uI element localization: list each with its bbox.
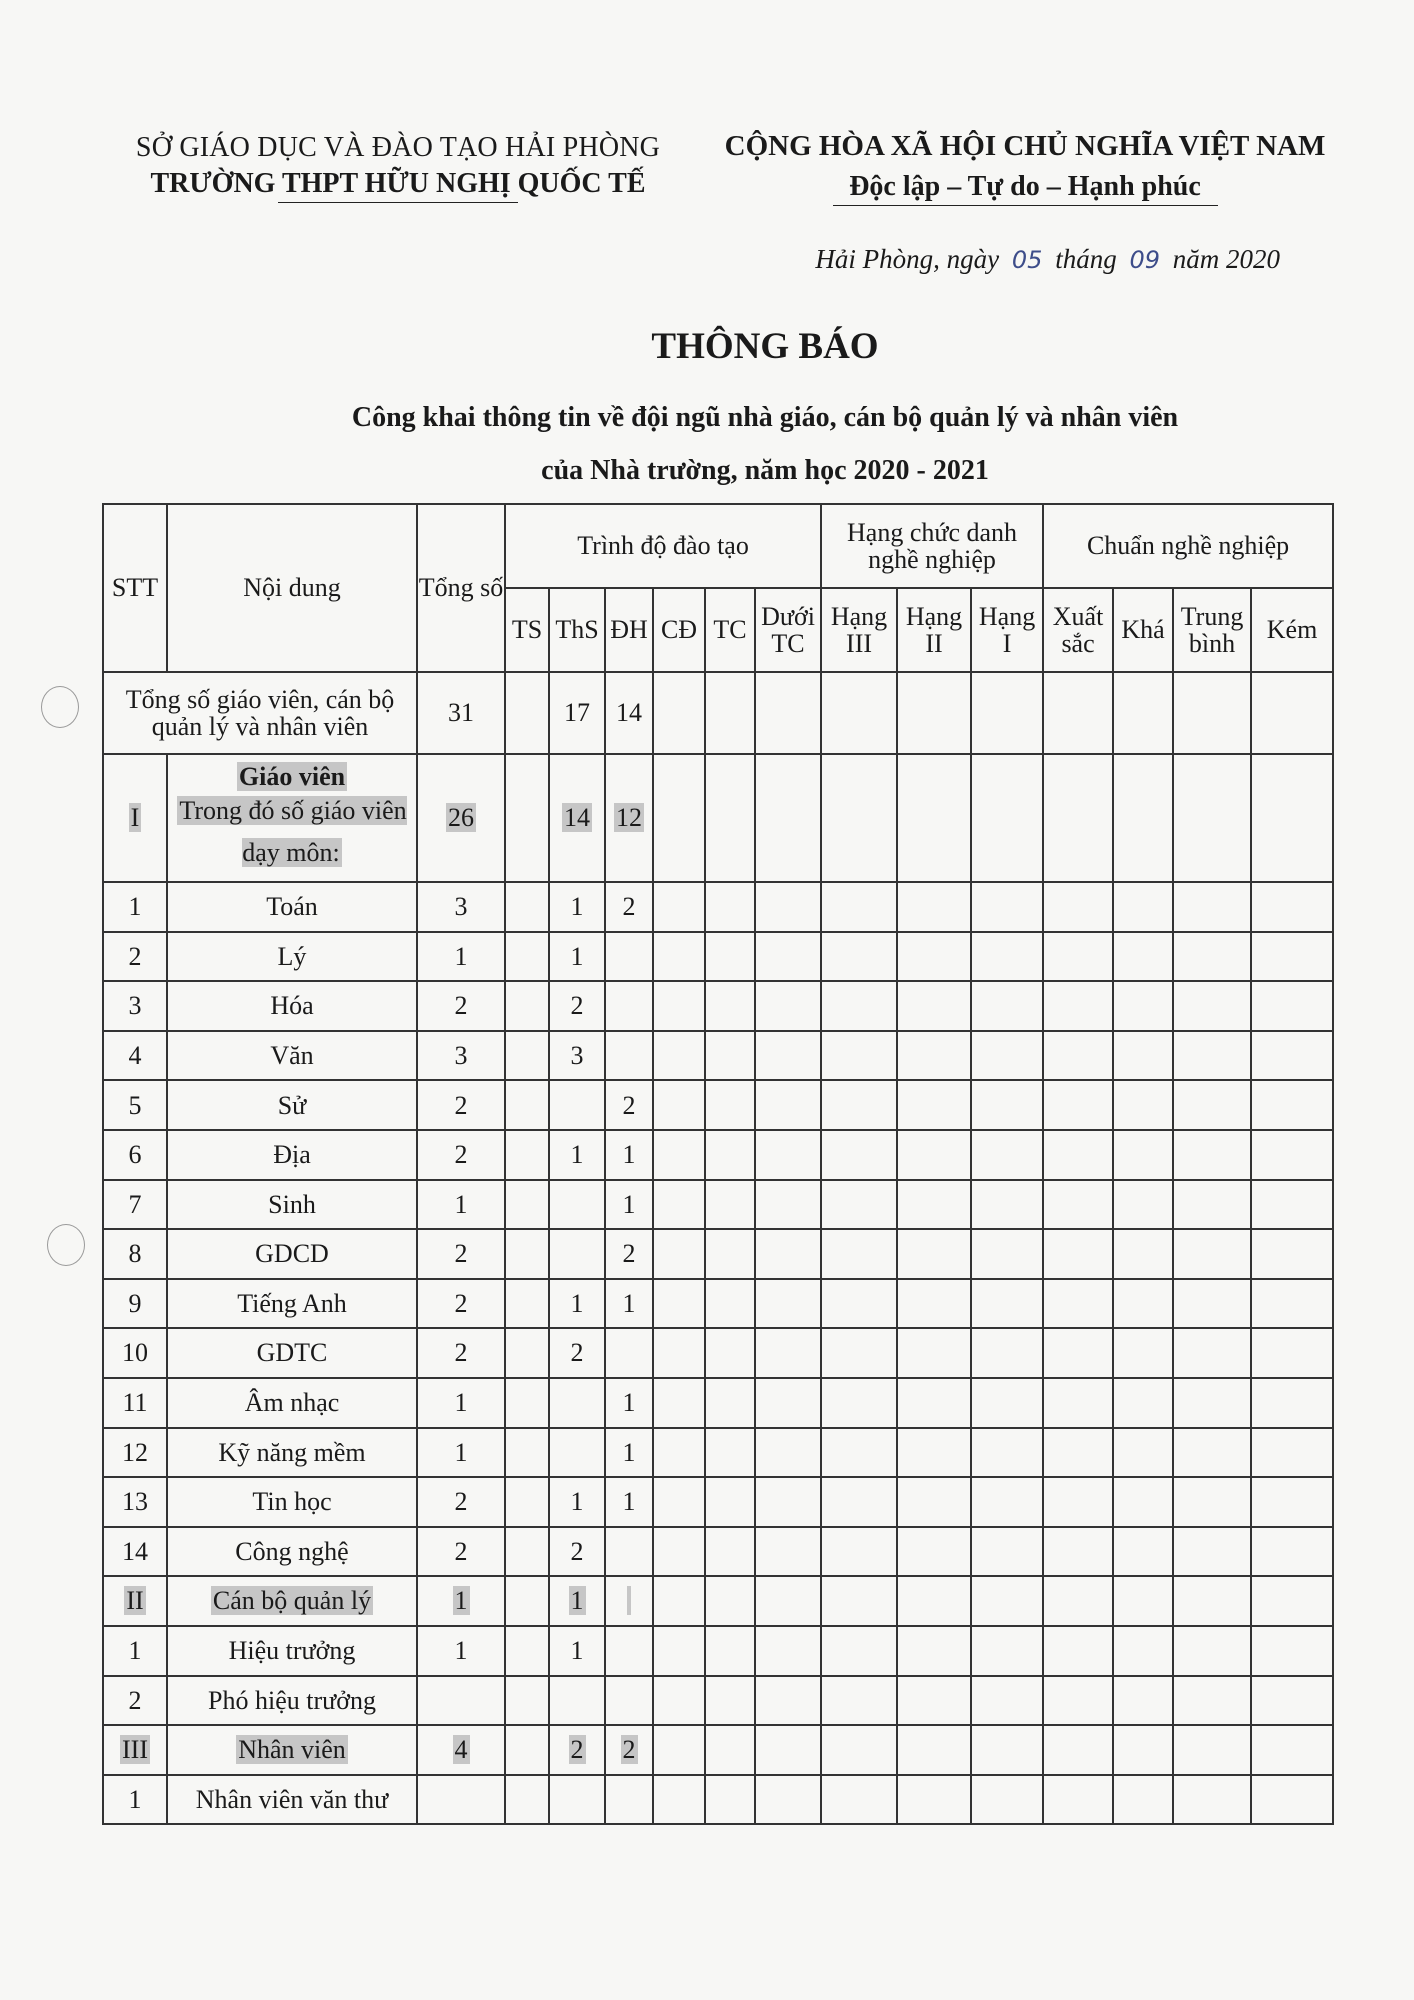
- document-title: THÔNG BÁO: [651, 326, 879, 367]
- row-name: Nhân viên văn thư: [167, 1775, 417, 1825]
- table-row: [103, 1130, 1333, 1180]
- date-day: 05: [1011, 246, 1043, 274]
- table-row: [103, 1775, 1333, 1825]
- group-label: Giáo viên: [238, 761, 346, 791]
- subcol-kha: Khá: [1113, 588, 1173, 672]
- row-stt: 11: [103, 1378, 167, 1428]
- group-total: 26: [448, 803, 474, 833]
- group-label: Nhân viên: [238, 1735, 346, 1765]
- row-stt: 9: [103, 1279, 167, 1329]
- table-row: [103, 1378, 1333, 1428]
- subcol-cd: CĐ: [653, 588, 705, 672]
- subcol-hang-ii: Hạng II: [897, 588, 971, 672]
- group-stt: III: [122, 1735, 148, 1765]
- row-stt: 1: [103, 1626, 167, 1676]
- row-name: GDCD: [167, 1229, 417, 1279]
- row-stt: 5: [103, 1080, 167, 1130]
- row-total: 1: [417, 1378, 505, 1428]
- row-stt: 4: [103, 1031, 167, 1081]
- group-stt: II: [126, 1586, 144, 1616]
- subtitle-line-1: Công khai thông tin về đội ngũ nhà giáo, cán bộ quản lý và nhân viên: [351, 402, 1179, 433]
- subcol-duoi-tc: Dưới TC: [755, 588, 821, 672]
- subcol-trung-binh: Trung bình: [1173, 588, 1251, 672]
- row-dh: 1: [605, 1428, 653, 1478]
- row-dh: [605, 1626, 653, 1676]
- table-row: [103, 1527, 1333, 1577]
- row-dh: [605, 932, 653, 982]
- row-dh: [605, 981, 653, 1031]
- table-row: [103, 1676, 1333, 1726]
- table-row: [103, 981, 1333, 1031]
- row-name: GDTC: [167, 1328, 417, 1378]
- row-name: Công nghệ: [167, 1527, 417, 1577]
- row-stt: 10: [103, 1328, 167, 1378]
- summary-dh: 14: [605, 672, 653, 754]
- row-stt: 2: [103, 932, 167, 982]
- group-dh: 12: [616, 803, 642, 833]
- header-left: [118, 132, 678, 203]
- row-dh: [605, 1775, 653, 1825]
- row-dh: 1: [605, 1279, 653, 1329]
- document-date: [700, 244, 1280, 275]
- motto-underline: [833, 205, 1218, 206]
- subcol-dh: ĐH: [605, 588, 653, 672]
- summary-label: Tổng số giáo viên, cán bộ quản lý và nhân viên: [103, 672, 417, 754]
- table-row: [103, 1031, 1333, 1081]
- row-name: Tiếng Anh: [167, 1279, 417, 1329]
- row-total: 1: [417, 1428, 505, 1478]
- row-name: Hóa: [167, 981, 417, 1031]
- row-ths: 1: [549, 882, 605, 932]
- row-stt: 14: [103, 1527, 167, 1577]
- row-stt: 2: [103, 1676, 167, 1726]
- row-name: Lý: [167, 932, 417, 982]
- summary-ths: 17: [549, 672, 605, 754]
- row-total: 2: [417, 1328, 505, 1378]
- table-row: [103, 1229, 1333, 1279]
- date-month: 09: [1129, 246, 1160, 274]
- row-dh: [605, 1031, 653, 1081]
- row-name: Tin học: [167, 1477, 417, 1527]
- row-dh: [605, 1676, 653, 1726]
- row-ths: 1: [549, 1626, 605, 1676]
- group-total: 4: [454, 1735, 468, 1765]
- row-total: 1: [417, 1180, 505, 1230]
- row-stt: 1: [103, 882, 167, 932]
- col-stt: STT: [103, 504, 167, 672]
- table-row: [103, 1180, 1333, 1230]
- staff-table: [102, 503, 1334, 1825]
- row-stt: 6: [103, 1130, 167, 1180]
- table-row: [103, 1626, 1333, 1676]
- date-place: Hải Phòng, ngày: [815, 244, 1000, 274]
- row-name: Địa: [167, 1130, 417, 1180]
- col-professional-rank: Hạng chức danh nghề nghiệp: [821, 504, 1043, 588]
- row-dh: 2: [605, 882, 653, 932]
- row-ths: [549, 1428, 605, 1478]
- row-total: [417, 1676, 505, 1726]
- row-dh: 1: [605, 1180, 653, 1230]
- row-name: Toán: [167, 882, 417, 932]
- row-stt: 3: [103, 981, 167, 1031]
- row-total: 2: [417, 1080, 505, 1130]
- row-dh: 2: [605, 1229, 653, 1279]
- motto: Độc lập – Tự do – Hạnh phúc: [849, 171, 1201, 202]
- row-total: 2: [417, 981, 505, 1031]
- group-stt: I: [130, 803, 140, 833]
- group-ths: 14: [564, 803, 590, 833]
- group-dh: 2: [622, 1735, 636, 1765]
- row-ths: [549, 1180, 605, 1230]
- row-dh: 2: [605, 1080, 653, 1130]
- subcol-xuat-sac: Xuất sắc: [1043, 588, 1113, 672]
- row-name: Phó hiệu trưởng: [167, 1676, 417, 1726]
- row-ths: 2: [549, 1328, 605, 1378]
- row-ths: [549, 1676, 605, 1726]
- subcol-kem: Kém: [1251, 588, 1333, 672]
- row-name: Sử: [167, 1080, 417, 1130]
- group-row: [103, 1576, 1333, 1626]
- table-row: [103, 1328, 1333, 1378]
- row-dh: 1: [605, 1477, 653, 1527]
- summary-total: 31: [417, 672, 505, 754]
- department-name: SỞ GIÁO DỤC VÀ ĐÀO TẠO HẢI PHÒNG: [135, 132, 661, 163]
- row-ths: 1: [549, 932, 605, 982]
- subcol-hang-iii: Hạng III: [821, 588, 897, 672]
- row-total: 3: [417, 882, 505, 932]
- row-total: 2: [417, 1527, 505, 1577]
- table-row: [103, 1428, 1333, 1478]
- col-content: Nội dung: [167, 504, 417, 672]
- row-name: Kỹ năng mềm: [167, 1428, 417, 1478]
- school-underline: [278, 202, 518, 203]
- row-ths: 2: [549, 981, 605, 1031]
- row-dh: [605, 1328, 653, 1378]
- punch-hole-mark: [47, 1224, 85, 1266]
- row-ths: 2: [549, 1527, 605, 1577]
- row-ths: 1: [549, 1130, 605, 1180]
- row-stt: 1: [103, 1775, 167, 1825]
- row-stt: 8: [103, 1229, 167, 1279]
- row-dh: [605, 1527, 653, 1577]
- group-total: 1: [454, 1586, 468, 1616]
- row-stt: 12: [103, 1428, 167, 1478]
- row-ths: 1: [549, 1477, 605, 1527]
- date-month-word: tháng: [1055, 244, 1117, 274]
- group-ths: 1: [570, 1586, 584, 1616]
- school-name: TRƯỜNG THPT HỮU NGHỊ QUỐC TẾ: [150, 168, 646, 199]
- row-ths: 3: [549, 1031, 605, 1081]
- table-row: [103, 932, 1333, 982]
- nation-name: CỘNG HÒA XÃ HỘI CHỦ NGHĨA VIỆT NAM: [724, 130, 1326, 162]
- group-dh: [627, 1586, 631, 1615]
- col-total: Tổng số: [417, 504, 505, 672]
- punch-hole-mark: [41, 686, 79, 728]
- row-total: 2: [417, 1130, 505, 1180]
- subtitle-line-2: của Nhà trường, năm học 2020 - 2021: [541, 455, 989, 486]
- table-row: [103, 882, 1333, 932]
- row-dh: 1: [605, 1378, 653, 1428]
- subcol-tc: TC: [705, 588, 755, 672]
- row-ths: 1: [549, 1279, 605, 1329]
- col-professional-standard: Chuẩn nghề nghiệp: [1043, 504, 1333, 588]
- subcol-hang-i: Hạng I: [971, 588, 1043, 672]
- subcol-ts: TS: [505, 588, 549, 672]
- group-row: [103, 1725, 1333, 1775]
- row-stt: 13: [103, 1477, 167, 1527]
- date-year: năm 2020: [1172, 244, 1280, 274]
- row-ths: [549, 1378, 605, 1428]
- row-ths: [549, 1080, 605, 1130]
- row-total: 2: [417, 1477, 505, 1527]
- row-dh: 1: [605, 1130, 653, 1180]
- row-total: [417, 1775, 505, 1825]
- row-name: Văn: [167, 1031, 417, 1081]
- table-row: [103, 1080, 1333, 1130]
- row-total: 2: [417, 1229, 505, 1279]
- subcol-ths: ThS: [549, 588, 605, 672]
- row-ths: [549, 1775, 605, 1825]
- row-stt: 7: [103, 1180, 167, 1230]
- table-row: [103, 1279, 1333, 1329]
- group-row-teachers: [103, 754, 1333, 882]
- row-name: Sinh: [167, 1180, 417, 1230]
- summary-row: [103, 672, 1333, 754]
- row-total: 1: [417, 932, 505, 982]
- row-total: 3: [417, 1031, 505, 1081]
- row-total: 2: [417, 1279, 505, 1329]
- group-label: Cán bộ quản lý: [212, 1586, 372, 1616]
- group-sublabel: Trong đó số giáo viên dạy môn:: [179, 796, 407, 867]
- row-ths: [549, 1229, 605, 1279]
- row-name: Hiệu trưởng: [167, 1626, 417, 1676]
- header-right: [700, 130, 1350, 206]
- table-row: [103, 1477, 1333, 1527]
- group-ths: 2: [570, 1735, 584, 1765]
- row-total: 1: [417, 1626, 505, 1676]
- col-training-level: Trình độ đào tạo: [505, 504, 821, 588]
- row-name: Âm nhạc: [167, 1378, 417, 1428]
